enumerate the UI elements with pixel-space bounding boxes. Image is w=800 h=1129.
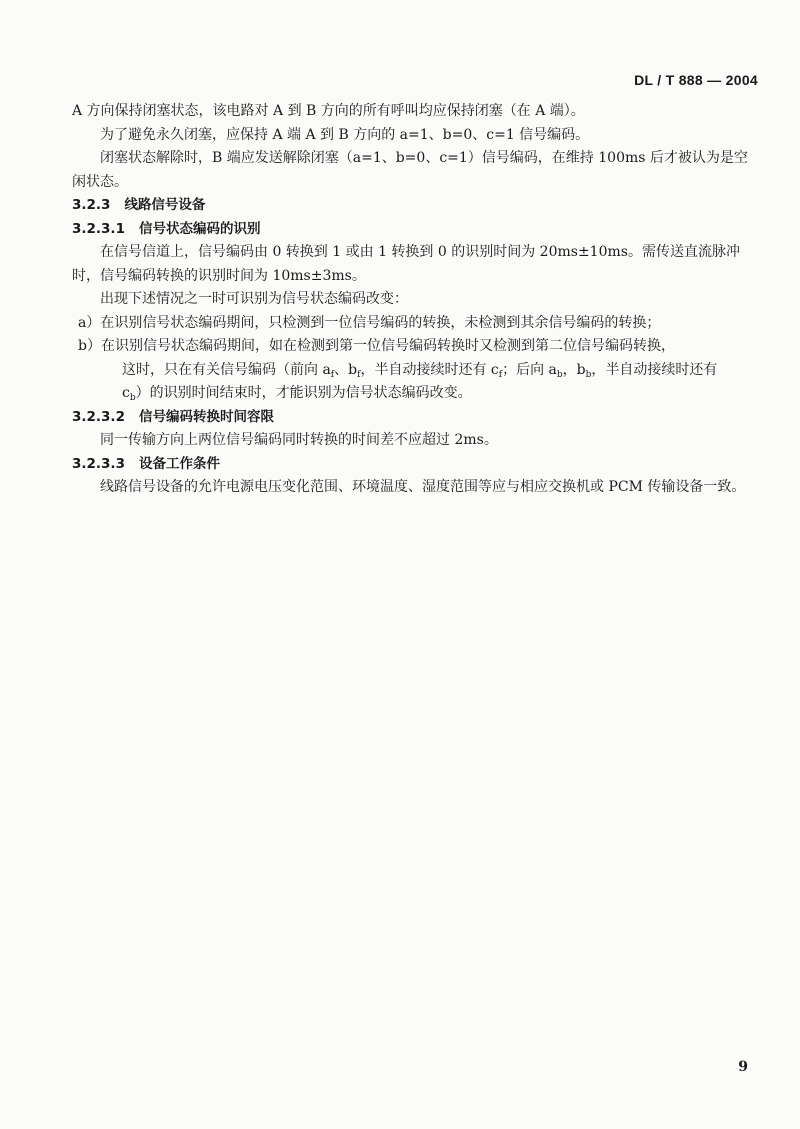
section-heading-3-2-3-2 (72, 406, 760, 430)
standard-code: DL / T 888 — 2004 (634, 72, 758, 88)
list-item-a: a）在识别信号状态编码期间，只检测到一位信号编码的转换，未检测到其余信号编码的转换； (78, 314, 661, 331)
section-title: 信号状态编码的识别 (138, 220, 261, 237)
section-number: 3.2.3.3 (72, 455, 125, 472)
section-number: 3.2.3.1 (72, 220, 125, 237)
section-heading-3-2-3-1 (72, 218, 760, 242)
list-item-b: b）在识别信号状态编码期间，如在检测到第一位信号编码转换时又检测到第二位信号编码转换， (78, 338, 675, 354)
paragraph: A 方向保持闭塞状态，该电路对 A 到 B 方向的所有呼叫均应保持闭塞（在 A 端）。 (72, 103, 585, 119)
section-title: 设备工作条件 (138, 455, 220, 472)
section-number: 3.2.3.2 (72, 408, 125, 425)
paragraph: 为了避免永久闭塞，应保持 A 端 A 到 B 方向的 a=1、b=0、c=1 信号编码。 (100, 126, 590, 143)
page-number: 9 (738, 1059, 748, 1075)
paragraph: 同一传输方向上两位信号编码同时转换的时间差不应超过 2ms。 (100, 432, 498, 448)
page-content (72, 100, 760, 500)
section-title: 信号编码转换时间容限 (138, 408, 274, 425)
section-heading-3-2-3 (72, 194, 760, 218)
section-heading-3-2-3-3 (72, 453, 760, 477)
paragraph: 在信号信道上，信号编码由 0 转换到 1 或由 1 转换到 0 的识别时间为 20ms±10ms。需传送直流脉冲时，信号编码转换的识别时间为 10ms±3ms。 (72, 244, 740, 284)
paragraph: 线路信号设备的允许电源电压变化范围、环境温度、湿度范围等应与相应交换机或 PCM 传输设备一致。 (100, 479, 746, 495)
section-number: 3.2.3 (72, 197, 111, 213)
list-item-b-continuation: 这时，只在有关信号编码（前向 $a_f$、$b_f$，半自动接续时还有 $c_f$；后向 $a_b$，$b_b$，半自动接续时还有 $c_b$）的识别时间结束时，才能识别为信号状态编码改变。 (122, 361, 718, 403)
paragraph: 闭塞状态解除时，B 端应发送解除闭塞（a=1、b=0、c=1）信号编码，在维持 100ms 后才被认为是空闲状态。 (72, 150, 748, 190)
paragraph: 出现下述情况之一时可识别为信号状态编码改变： (100, 291, 408, 307)
section-title: 线路信号设备 (124, 197, 206, 213)
